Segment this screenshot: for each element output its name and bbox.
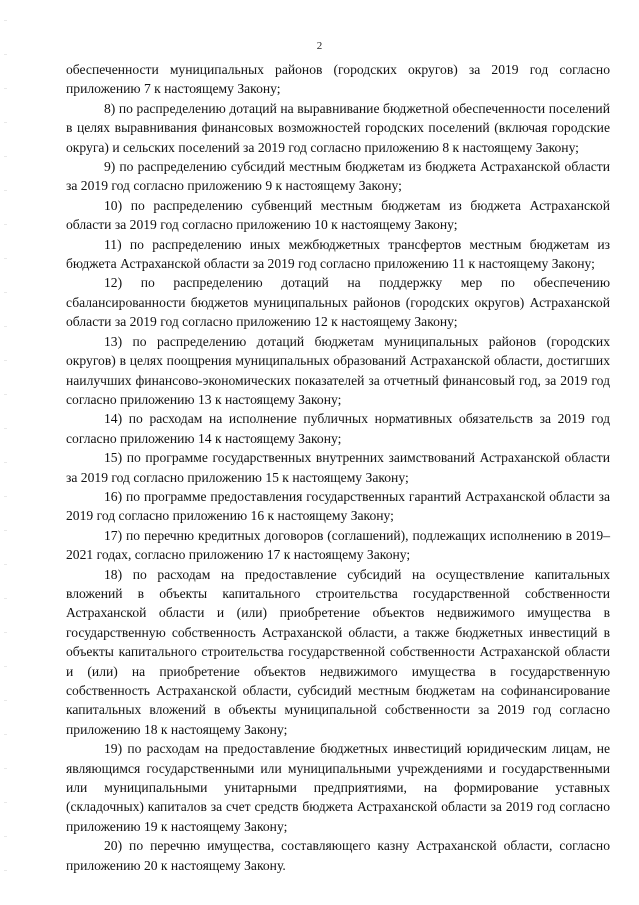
- list-item-12: 12) по распределению дотаций на поддержку мер по обеспечению сбалансированности бюджетов муниципальных районов (городских округов) Астраханской области за 2019 год согласно приложению 12 к настоящему Закону;: [66, 275, 610, 330]
- list-item-14: 14) по расходам на исполнение публичных нормативных обязательств за 2019 год согласно приложению 14 к настоящему Закону;: [66, 411, 610, 446]
- list-item-18: 18) по расходам на предоставление субсидий на осуществление капитальных вложений в объекты капитального строительства государственной собственности Астраханской области и (или) приобретение объектов недвижимого имущества в государственную собственность Астраханской области, а также бюджетных инвестиций в объекты капитального строительства государственной собственности Астраханской области и (или) на приобретение объектов недвижимого имущества в государственную собственность Астраханской области, субсидий местным бюджетам на софинансирование капитальных вложений в объекты муниципальной собственности за 2019 год согласно приложению 18 к настоящему Закону;: [66, 566, 610, 737]
- document-body: [66, 60, 610, 875]
- list-item-16: 16) по программе предоставления государственных гарантий Астраханской области за 2019 год согласно приложению 16 к настоящему Закону;: [66, 488, 610, 524]
- list-item-10: 10) по распределению субвенций местным бюджетам из бюджета Астраханской области за 2019 год согласно приложению 10 к настоящему Закону;: [66, 197, 610, 233]
- list-item-15: 15) по программе государственных внутренних заимствований Астраханской области за 2019 год согласно приложению 15 к настоящему Закону;: [66, 450, 610, 485]
- list-item-8: 8) по распределению дотаций на выравнивание бюджетной обеспеченности поселений в целях выравнивания финансовых возможностей городских поселений (включая городские округа) и сельских поселений за 2019 год согласно приложению 8 к настоящему Закону;: [66, 100, 610, 155]
- scan-margin-marks: [4, 20, 7, 880]
- list-item-11: 11) по распределению иных межбюджетных трансфертов местным бюджетам из бюджета Астраханской области за 2019 год согласно приложению 11 к настоящему Закону;: [66, 236, 610, 272]
- list-item-13: 13) по распределению дотаций бюджетам муниципальных районов (городских округов) в целях поощрения муниципальных образований Астраханской области, достигших наилучших финансово-экономических показателей за отчетный финансовый год, за 2019 год согласно приложению 13 к настоящему Закону;: [66, 333, 610, 407]
- list-item-17: 17) по перечню кредитных договоров (соглашений), подлежащих исполнению в 2019–2021 годах, согласно приложению 17 к настоящему Закону;: [66, 527, 610, 563]
- list-item-20: 20) по перечню имущества, составляющего казну Астраханской области, согласно приложению 20 к настоящему Закону.: [66, 838, 610, 873]
- list-item-9: 9) по распределению субсидий местным бюджетам из бюджета Астраханской области за 2019 год согласно приложению 9 к настоящему Закону;: [66, 159, 610, 194]
- continuation-paragraph: обеспеченности муниципальных районов (городских округов) за 2019 год согласно приложению 7 к настоящему Закону;: [66, 62, 610, 97]
- page-number: 2: [316, 40, 323, 52]
- list-item-19: 19) по расходам на предоставление бюджетных инвестиций юридическим лицам, не являющимся государственными или муниципальными учреждениями и государственными или муниципальными унитарными предприятиями, на формирование уставных (складочных) капиталов за счет средств бюджета Астраханской области за 2019 год согласно приложению 19 к настоящему Закону;: [66, 741, 610, 834]
